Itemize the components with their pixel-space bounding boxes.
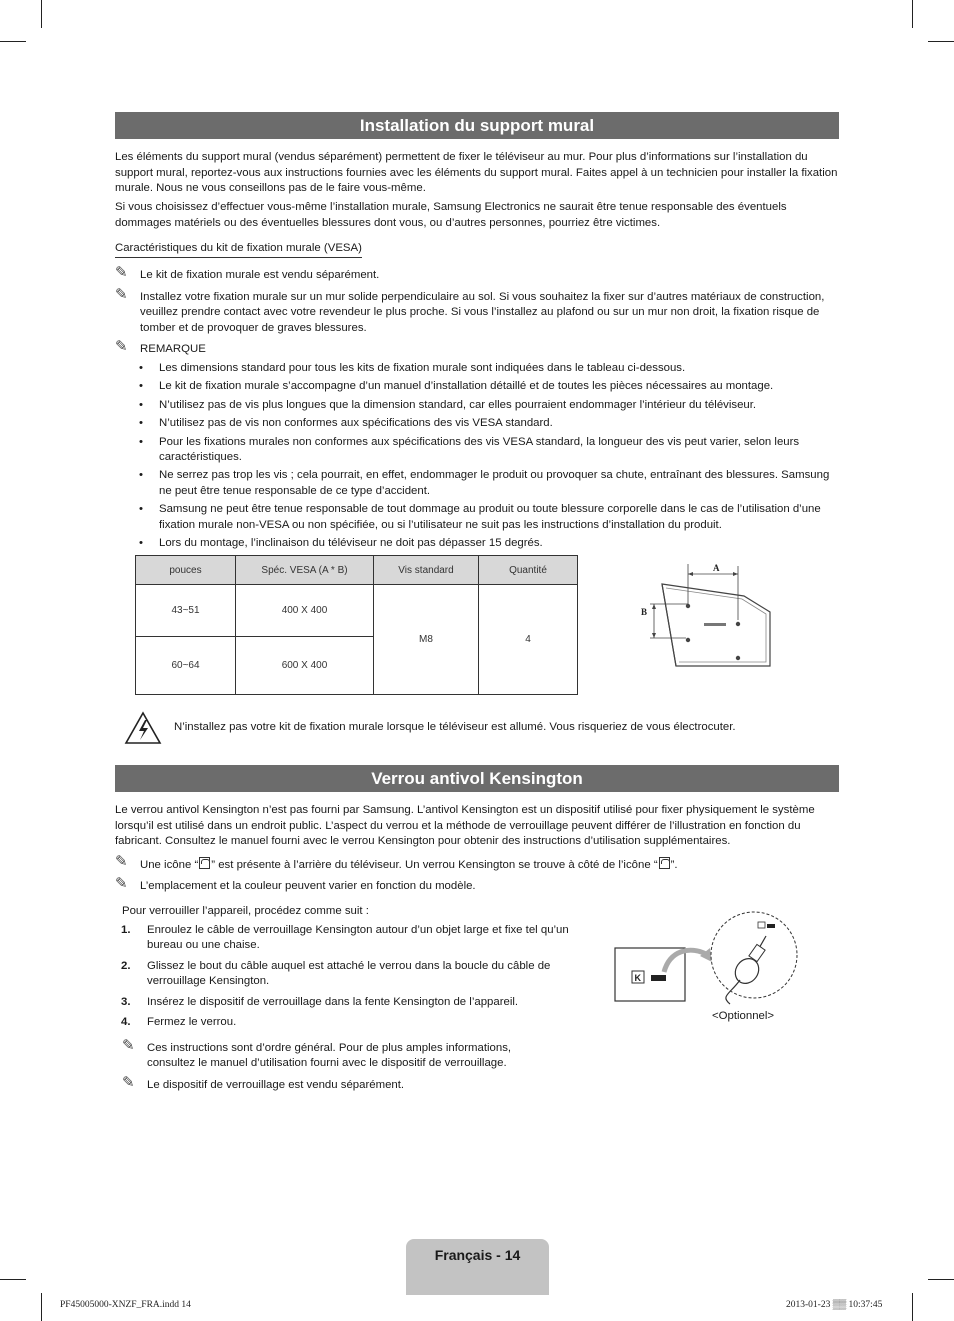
crop-mark (912, 0, 913, 28)
electrocution-warning: N’installez pas votre kit de fixation murale lorsque le téléviseur est allumé. Vous risqueriez de vous électrocuter. (174, 721, 736, 733)
list-item: 2. Glissez le bout du câble auquel est attaché le verrou dans la boucle du câble de verrouillage Kensington. (121, 959, 551, 988)
list-item: • Ne serrez pas trop les vis ; cela pourrait, en effet, endommager le produit ou provoquer sa chute, entraînant des blessures. Samsung ne peut être tenue responsable de ce type d’accident. (133, 468, 841, 499)
list-item: 4. Fermez le verrou. (121, 1016, 237, 1029)
crop-mark (41, 1293, 42, 1321)
cell-screw: M8 (374, 585, 479, 695)
cell-vesa: 600 X 400 (236, 637, 374, 695)
header-standard-screw: Vis standard (374, 556, 479, 585)
note-solid-wall: ✎ Installez votre fixation murale sur un mur solide perpendiculaire au sol. Si vous souhaitez la fixer sur d’autres matériaux de construction, veuillez prendre contact avec votre revendeur le plus proche. Si vous l’installez au plafond ou sur un mur non droit, la fixation risque de tomber et de provoquer de graves blessures. (115, 286, 825, 334)
note-kit-sold-separately: ✎ Le kit de fixation murale est vendu séparément. (115, 264, 380, 281)
note-location-color: ✎ L’emplacement et la couleur peuvent varier en fonction du modèle. (115, 875, 476, 892)
tv-back-diagram (636, 560, 776, 670)
kensington-icon (659, 857, 670, 869)
list-item: 3. Insérez le dispositif de verrouillage dans la fente Kensington de l’appareil. (121, 995, 519, 1008)
kensington-lock-illustration (612, 910, 802, 1010)
steps-intro: Pour verrouiller l’appareil, procédez comme suit : (122, 905, 369, 917)
pencil-icon: ✎ (115, 286, 128, 303)
table-row (136, 585, 578, 637)
crop-mark (0, 41, 26, 42)
pencil-icon: ✎ (122, 1074, 135, 1091)
pencil-icon: ✎ (115, 264, 128, 281)
list-item: • N’utilisez pas de vis non conformes aux spécifications des vis VESA standard. (133, 416, 841, 431)
wall-mount-intro-1: Les éléments du support mural (vendus séparément) permettent de fixer le téléviseur au mur. Pour plus d’informations sur l’installation du support mural, reportez-vous aux instructions fournies avec les éléments du support mural. Faites appel à un technicien pour installer la fixation murale. Nous ne vous conseillons pas de le faire vous-même. (115, 151, 838, 195)
crop-mark (928, 41, 954, 42)
kensington-intro: Le verrou antivol Kensington n’est pas fourni par Samsung. L’antivol Kensington est un dispositif utilisé pour fixer physiquement le système lorsqu’il est utilisé dans un endroit public. L’aspect du verrou et la méthode de verrouillage peuvent différer de l’illustration en fonction du fabricant. Consultez le manuel fourni avec le verrou Kensington pour obtenir des instructions d’utilisation supplémentaires. (115, 804, 815, 848)
lock-steps-list (119, 923, 589, 1035)
list-item: • Lors du montage, l’inclinaison du téléviseur ne doit pas dépasser 15 degrés. (133, 536, 841, 551)
page-label: Français - 14 (434, 1247, 521, 1263)
cell-vesa: 400 X 400 (236, 585, 374, 637)
cell-inches: 43~51 (136, 585, 236, 637)
pencil-icon: ✎ (122, 1037, 135, 1054)
crop-mark (41, 0, 42, 28)
note-lock-sold-separately: ✎ Le dispositif de verrouillage est vendu séparément. (122, 1074, 405, 1091)
crop-mark (0, 1279, 26, 1280)
lock-letter: K (634, 973, 641, 983)
wall-mount-section-title: Installation du support mural (115, 112, 839, 139)
list-item: • N’utilisez pas de vis plus longues que la dimension standard, car elles pourraient endommager l’intérieur du téléviseur. (133, 398, 841, 413)
optional-label: <Optionnel> (712, 1010, 775, 1022)
header-inches: pouces (136, 556, 236, 585)
diagram-label-b: B (641, 607, 648, 617)
table-header-row (136, 556, 578, 585)
vesa-table (135, 555, 578, 695)
pencil-icon: ✎ (115, 875, 128, 892)
list-item: • Samsung ne peut être tenue responsable de tout dommage au produit ou toute blessure corporelle dans le cas de l’utilisation d’une fixation murale non-VESA ou non spécifiée, ou si l’utilisateur ne suit pas les instructions d’installation du produit. (133, 502, 841, 533)
list-item: • Le kit de fixation murale s’accompagne d’un manuel d’installation détaillé et de toutes les pièces nécessaires au montage. (133, 379, 841, 394)
electric-warning-icon (124, 711, 162, 745)
list-item: 1. Enroulez le câble de verrouillage Kensington autour d’un objet large et fixe tel qu’un bureau ou une chaise. (121, 924, 569, 952)
page-number-tab (406, 1239, 549, 1295)
wall-mount-intro-2: Si vous choisissez d’effectuer vous-même l’installation murale, Samsung Electronics ne saurait être tenue responsable des éventuels dommages matériels ou des éventuelles blessures dont vous, ou d’autres personnes, pourriez être victimes. (115, 201, 787, 229)
header-vesa-spec: Spéc. VESA (A * B) (236, 556, 374, 585)
cell-inches: 60~64 (136, 637, 236, 695)
remarks-list (133, 361, 841, 554)
list-item: • Les dimensions standard pour tous les kits de fixation murale sont indiquées dans le tableau ci-dessous. (133, 361, 841, 376)
note-kensington-icon: ✎ Une icône “ ” est présente à l’arrière du téléviseur. Un verrou Kensington se trouve à côté de l’icône “ ”. (115, 853, 678, 871)
note-general-instructions: ✎ Ces instructions sont d’ordre général. Pour de plus amples informations, consultez le manuel d’utilisation fourni avec le dispositif de verrouillage. (122, 1037, 512, 1070)
note-remarque: ✎ REMARQUE (115, 338, 206, 355)
diagram-label-a: A (713, 563, 720, 573)
kensington-section-title: Verrou antivol Kensington (115, 765, 839, 792)
crop-mark (928, 1279, 954, 1280)
kensington-icon (199, 857, 210, 869)
list-item: • Pour les fixations murales non conformes aux spécifications des vis VESA standard, la longueur des vis peut varier, selon leurs caractéristiques. (133, 435, 841, 466)
file-name: PF45005000-XNZF_FRA.indd 14 (60, 1300, 191, 1310)
vesa-heading: Caractéristiques du kit de fixation murale (VESA) (115, 242, 362, 258)
diagram-brand: SAMSUNG (706, 625, 722, 629)
cell-quantity: 4 (479, 585, 578, 695)
pencil-icon: ✎ (115, 338, 128, 355)
header-quantity: Quantité (479, 556, 578, 585)
pencil-icon: ✎ (115, 853, 128, 870)
crop-mark (912, 1293, 913, 1321)
print-datetime: 2013-01-23 ▒▒ 10:37:45 (786, 1300, 883, 1310)
